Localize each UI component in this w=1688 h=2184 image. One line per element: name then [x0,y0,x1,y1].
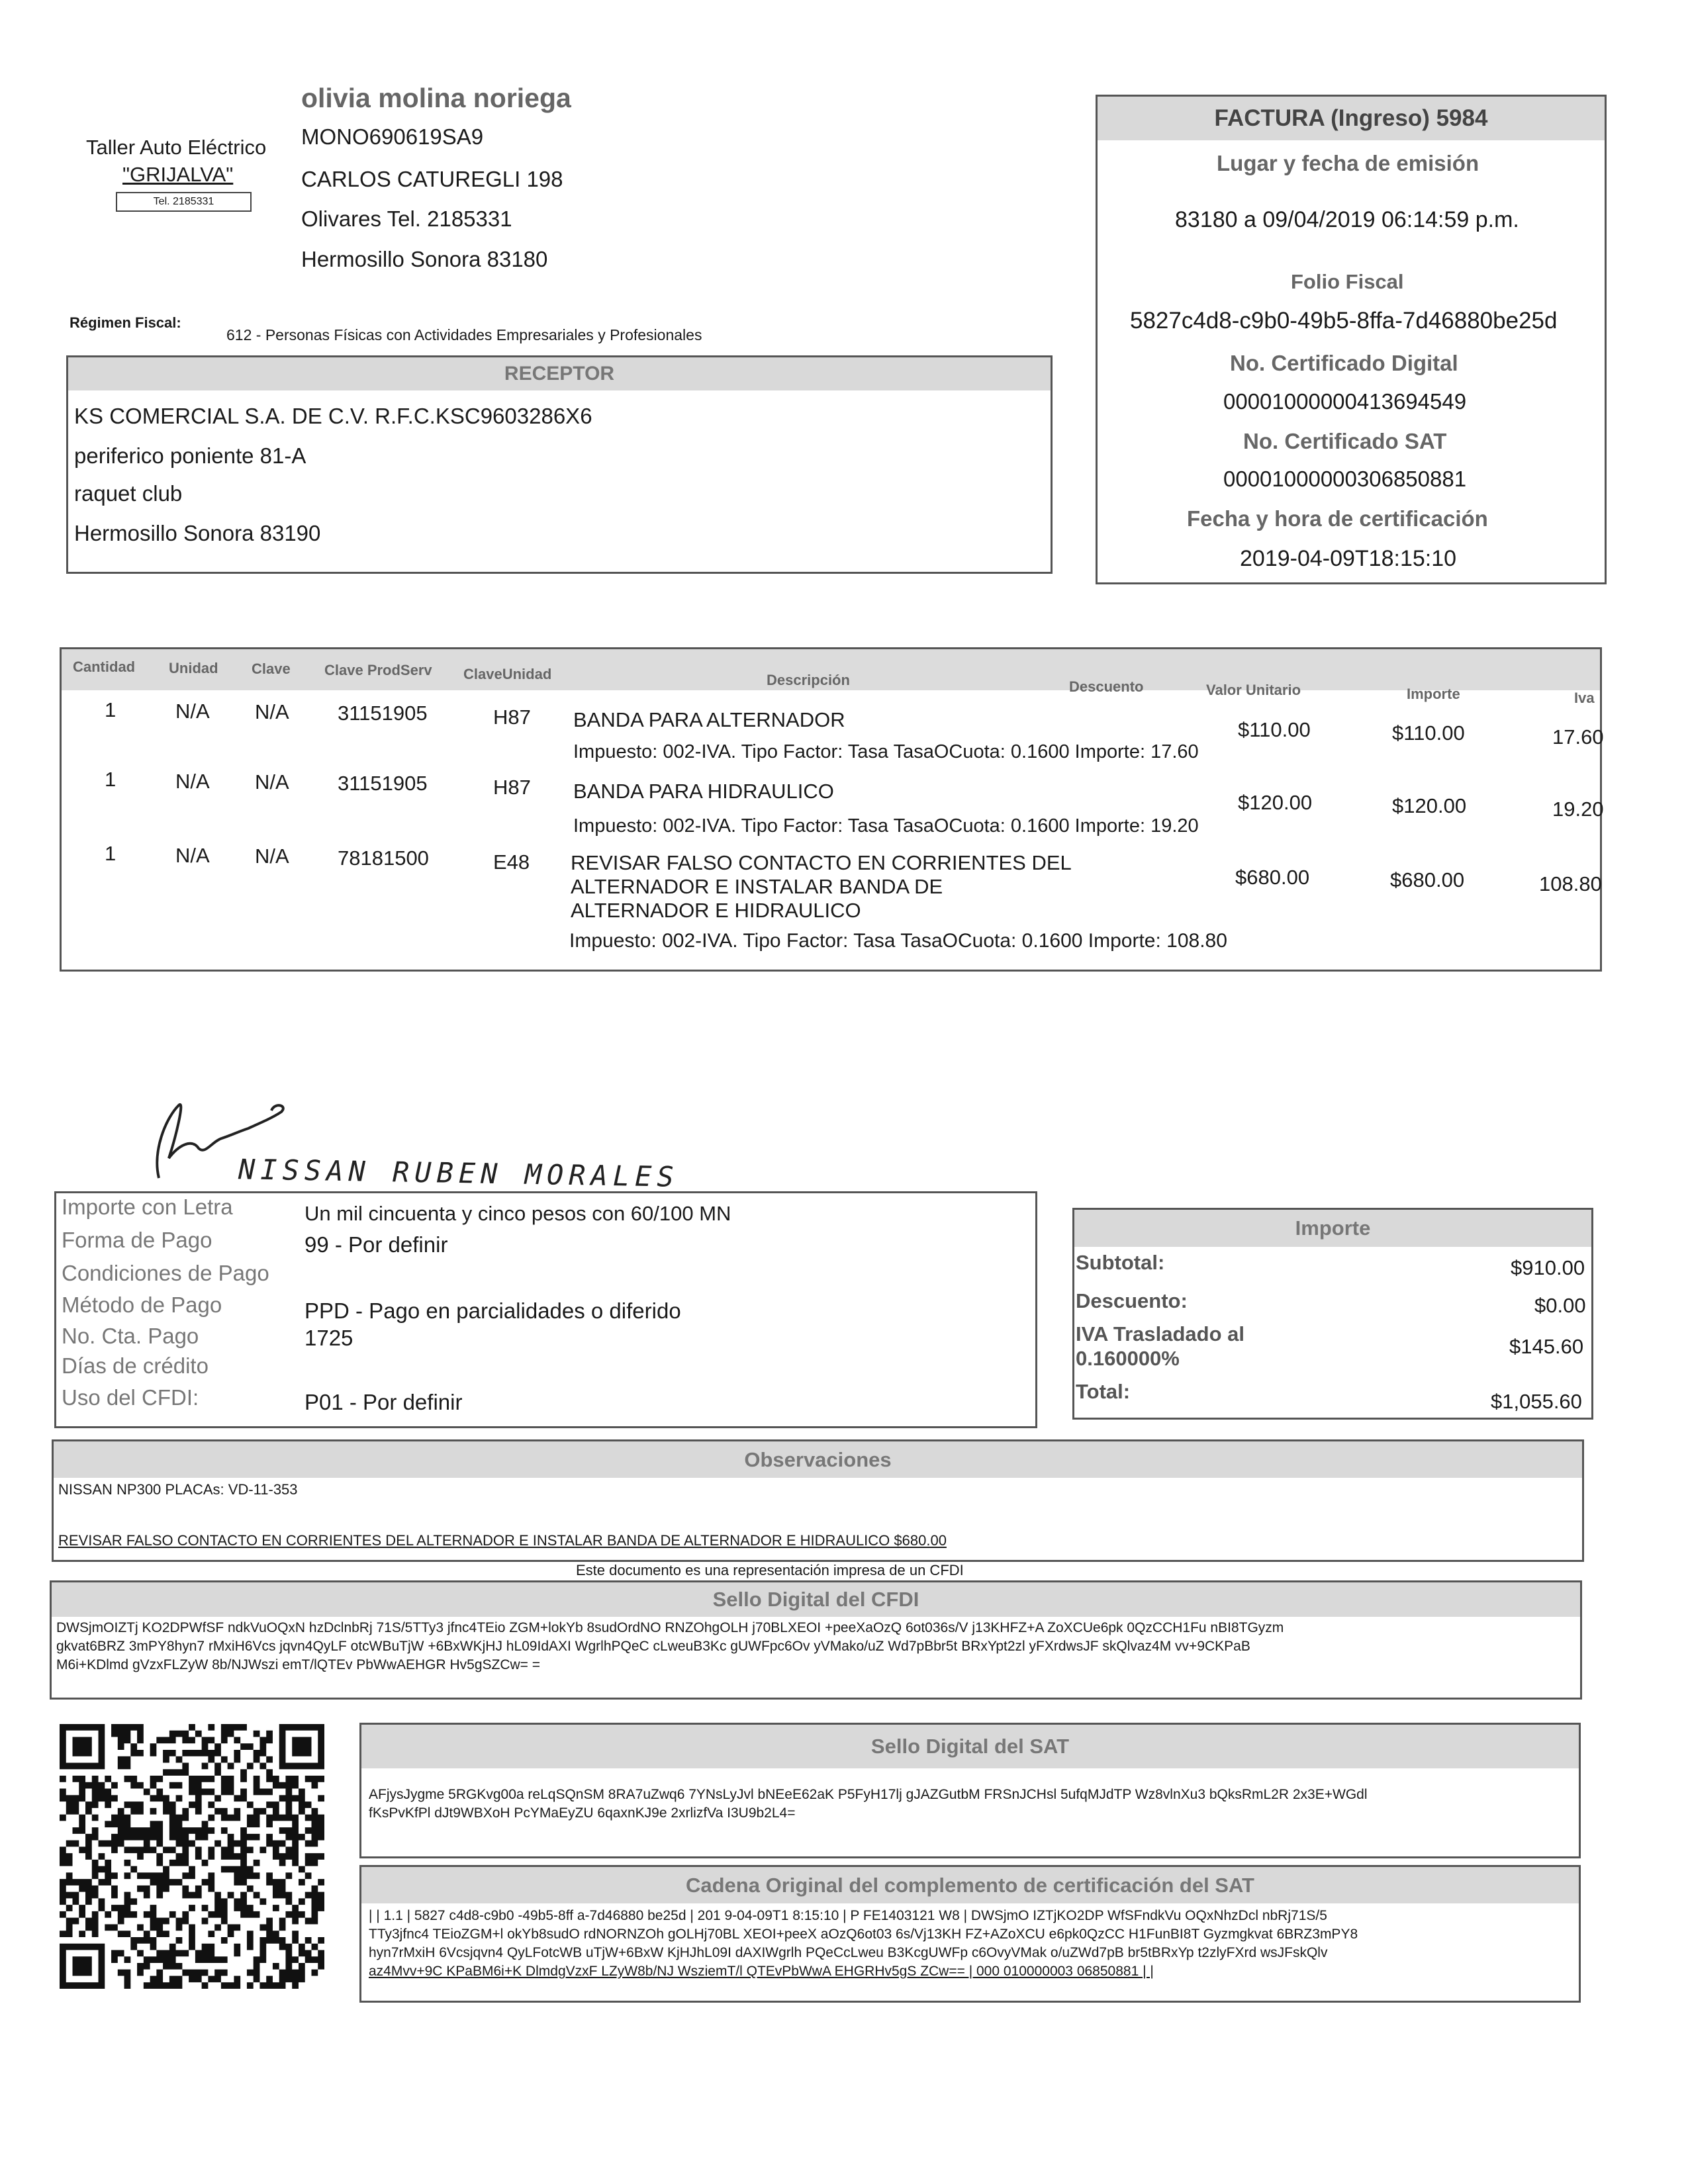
th-valor: Valor Unitario [1206,682,1301,698]
cell-importe: $680.00 [1390,868,1465,891]
cadena-line1: | | 1.1 | 5827 c4d8-c9b0 -49b5-8ff a-7d46880 be25d | 201 9-04-09T1 8:15:10 | P FE1403121 W8 | DWSjmO IZTjKO2DP WfSFndkVu OQxNhzDcl nbRj71S/5 [369,1908,1327,1923]
cadena-header: Cadena Original del complemento de certificación del SAT [361,1867,1579,1903]
cell-iva: 108.80 [1539,872,1602,895]
cell-unidad: N/A [175,700,210,723]
issuer-name: olivia molina noriega [301,83,571,113]
issuer-street: CARLOS CATUREGLI 198 [301,167,563,191]
qr-code [60,1724,324,1989]
cell-iva: 19.20 [1552,797,1604,821]
items-table [60,647,1602,972]
cell-importe: $120.00 [1392,794,1467,817]
cert-value: 00001000000413694549 [1223,389,1467,414]
th-descripcion: Descripción [767,672,850,688]
payment-label: Condiciones de Pago [62,1261,269,1285]
payment-label: No. Cta. Pago [62,1324,199,1348]
cell-desc-line3: ALTERNADOR E HIDRAULICO [571,899,861,922]
payment-value: Un mil cincuenta y cinco pesos con 60/100 MN [305,1202,731,1225]
iva-label-2: 0.160000% [1076,1347,1180,1370]
cell-impuesto: Impuesto: 002-IVA. Tipo Factor: Tasa TasaOCuota: 0.1600 Importe: 19.20 [573,815,1199,837]
cell-clave: N/A [255,700,289,723]
cert-label: No. Certificado Digital [1230,351,1458,375]
cell-clave: N/A [255,770,289,794]
cell-cantidad: 1 [105,768,117,791]
cell-clave: N/A [255,844,289,868]
descuento-label: Descuento: [1076,1289,1188,1312]
sello-sat-line1: AFjysJygme 5RGKvg00a reLqSQnSM 8RA7uZwq6 7YNsLyJvl bNEeE62aK P5FyH17lj gJAZGutbM FRSnJCHsl 5ufqMJdTP Wz8vlnXu3 bQksRmL2R 2x3E+WGdl [369,1787,1368,1802]
issuer-rfc: MONO690619SA9 [301,124,484,149]
th-claveunidad: ClaveUnidad [463,666,552,682]
th-clave: Clave [252,660,291,677]
cell-prodserv: 31151905 [338,772,428,795]
receptor-header: RECEPTOR [68,357,1051,390]
payment-value: 1725 [305,1326,353,1350]
logo-tel-box [116,192,252,212]
qr-finder [63,1947,102,1986]
cell-desc-line2: ALTERNADOR E INSTALAR BANDA DE [571,875,943,898]
th-iva: Iva [1574,690,1595,706]
payment-label: Forma de Pago [62,1228,212,1252]
sello-cfdi-header: Sello Digital del CFDI [52,1582,1580,1617]
iva-label-1: IVA Trasladado al [1076,1322,1244,1345]
signature-text: NISSAN RUBEN MORALES [238,1153,680,1193]
receptor-line2: periferico poniente 81-A [74,443,306,468]
th-unidad: Unidad [169,660,218,676]
cell-claveunidad: H87 [493,705,531,729]
regimen-value: 612 - Personas Físicas con Actividades Empresariales y Profesionales [226,326,702,343]
lugar-label: Lugar y fecha de emisión [1217,151,1479,175]
cell-iva: 17.60 [1552,725,1604,749]
lugar-value: 83180 a 09/04/2019 06:14:59 p.m. [1175,207,1519,232]
total-value: $1,055.60 [1491,1390,1582,1413]
th-cantidad: Cantidad [73,659,136,675]
cell-prodserv: 31151905 [338,702,428,725]
invoice-title: FACTURA (Ingreso) 5984 [1098,97,1605,140]
sello-cfdi-line2: gkvat6BRZ 3mPY8hyn7 rMxiH6Vcs jqvn4QyLF otcWBuTjW +6BxWKjHJ hL09IdAXI WgrlhPQeC cLweuB3Kc gUWFpc6Ov yVMako/uZ Wd7pBbr5t BRxYpt2zl yFXrdwsJF skQlvaz4M vv+9CKPaB [56,1639,1250,1654]
receptor-line1: KS COMERCIAL S.A. DE C.V. R.F.C.KSC9603286X6 [74,404,592,428]
issuer-colony: Olivares Tel. 2185331 [301,206,512,231]
cell-unidad: N/A [175,844,210,867]
iva-value: $145.60 [1509,1335,1584,1358]
descuento-value: $0.00 [1534,1294,1586,1317]
cell-impuesto: Impuesto: 002-IVA. Tipo Factor: Tasa TasaOCuota: 0.1600 Importe: 108.80 [569,930,1227,952]
logo-line1: Taller Auto Eléctrico [86,136,267,159]
payment-label: Importe con Letra [62,1195,233,1219]
cell-desc: BANDA PARA HIDRAULICO [573,780,834,803]
cell-prodserv: 78181500 [338,846,429,870]
fecha-cert-value: 2019-04-09T18:15:10 [1240,546,1457,571]
th-descuento: Descuento [1069,678,1144,695]
receptor-line3: raquet club [74,481,183,506]
cell-cantidad: 1 [105,698,117,721]
cell-desc: BANDA PARA ALTERNADOR [573,708,845,731]
cell-unidad: N/A [175,770,210,793]
totals-box [1072,1208,1593,1420]
fecha-cert-label: Fecha y hora de certificación [1187,506,1488,531]
cert-sat-value: 00001000000306850881 [1223,467,1467,491]
observaciones-line1: NISSAN NP300 PLACAs: VD-11-353 [58,1481,298,1498]
cadena-line2: TTy3jfnc4 TEioZGM+l okYb8sudO rdNORNZOh gOLHj70BL XEOI+peeX aOzQ6ot03 6s/Vj13KH FZ+AZoXCU e6pk0QzCC H1FunBI8T Gyzmgkvat 6BRZ3mPY8 [369,1927,1358,1942]
cadena-line3: hyn7rMxiH 6Vcsjqvn4 QyLFotcWB uTjW+6BxW KjHJhL09I dAXIWgrlh PQeCcLweu B3KcgUWFp c6OvyVMak o/uZWd7pB br5tBRxYp t2zlyFXrd wsJFskQlv [369,1945,1328,1960]
subtotal-label: Subtotal: [1076,1251,1165,1274]
cell-desc: REVISAR FALSO CONTACTO EN CORRIENTES DEL [571,851,1072,874]
cell-valor: $120.00 [1238,791,1313,814]
cell-cantidad: 1 [105,842,117,865]
sello-sat-line2: fKsPvKfPl dJt9WBXoH PcYMaEyZU 6qaxnKJ9e 2xrlizfVa I3U9b2L4= [369,1805,796,1821]
qr-finder [283,1727,322,1766]
payment-value: P01 - Por definir [305,1390,463,1414]
payment-label: Uso del CFDI: [62,1385,199,1410]
folio-value: 5827c4d8-c9b0-49b5-8ffa-7d46880be25d [1130,308,1558,334]
totals-header: Importe [1074,1210,1591,1247]
payment-value: PPD - Pago en parcialidades o diferido [305,1298,681,1323]
regimen-label: Régimen Fiscal: [70,314,181,331]
sello-sat-header: Sello Digital del SAT [361,1725,1579,1768]
cfdi-note: Este documento es una representación impresa de un CFDI [576,1562,964,1578]
th-importe: Importe [1407,686,1460,702]
logo-line2: "GRIJALVA" [122,163,234,186]
cell-impuesto: Impuesto: 002-IVA. Tipo Factor: Tasa TasaOCuota: 0.1600 Importe: 17.60 [573,741,1199,762]
cadena-line4: az4Mvv+9C KPaBM6i+K DlmdgVzxF LZyW8b/NJ WsziemT/l QTEvPbWwA EHGRHv5gS ZCw== | 000 010000003 06850881 | | [369,1964,1154,1979]
th-prodserv: Clave ProdServ [324,662,432,678]
payment-value: 99 - Por definir [305,1232,448,1257]
cell-claveunidad: E48 [493,850,530,874]
qr-finder [63,1727,102,1766]
subtotal-value: $910.00 [1511,1256,1585,1279]
cell-valor: $110.00 [1238,718,1311,741]
observaciones-line2: REVISAR FALSO CONTACTO EN CORRIENTES DEL ALTERNADOR E INSTALAR BANDA DE ALTERNADOR E HIDRAULICO $680.00 [58,1532,947,1549]
cell-importe: $110.00 [1392,721,1465,745]
cell-claveunidad: H87 [493,776,531,799]
cert-sat-label: No. Certificado SAT [1243,429,1447,453]
folio-label: Folio Fiscal [1291,270,1404,293]
receptor-line4: Hermosillo Sonora 83190 [74,521,321,545]
observaciones-header: Observaciones [54,1441,1582,1478]
payment-label: Días de crédito [62,1353,209,1378]
issuer-city: Hermosillo Sonora 83180 [301,247,548,271]
logo-tel: Tel. 2185331 [153,196,214,207]
sello-cfdi-line1: DWSjmOIZTj KO2DPWfSF ndkVuOQxN hzDclnbRj 71S/5TTy3 jfnc4TEio ZGM+lokYb 8sudOrdNO RNZOhgOLH j70BLXEOI +peeXaOzQ 6ot036s/V j13KHFZ+A ZoXCUe6pk 0QzCCH1Fu nBI8TGyzm [56,1620,1284,1635]
total-label: Total: [1076,1380,1131,1403]
sello-cfdi-line3: M6i+KDlmd gVzxFLZyW 8b/NJWszi emT/lQTEv PbWwAEHGR Hv5gSZCw= = [56,1657,541,1672]
cell-valor: $680.00 [1235,866,1310,889]
payment-label: Método de Pago [62,1293,222,1317]
